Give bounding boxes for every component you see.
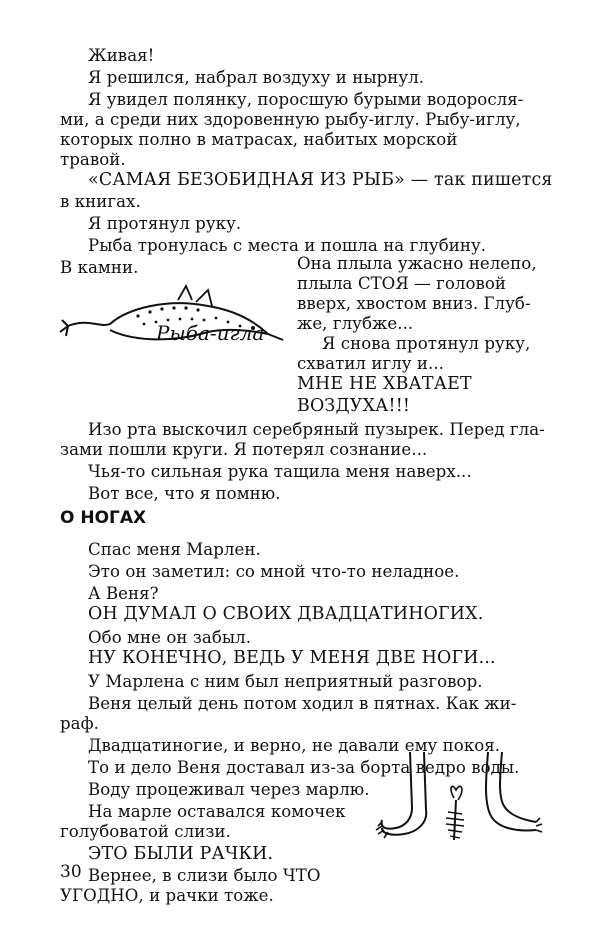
text-line: голубоватой слизи. xyxy=(60,822,231,841)
text-line: «САМАЯ БЕЗОБИДНАЯ ИЗ РЫБ» — так пишется xyxy=(88,170,553,190)
text-line: же, глубже... xyxy=(297,314,414,333)
text-line: Двадцатиногие, и верно, не давали ему покоя. xyxy=(88,736,501,755)
text-line: в книгах. xyxy=(60,192,141,211)
text-line: Обо мне он забыл. xyxy=(88,628,252,647)
text-line: Рыба тронулась с места и пошла на глубину. xyxy=(88,236,487,255)
text-line: схватил иглу и... xyxy=(297,354,445,373)
text-line: травой. xyxy=(60,150,126,169)
text-line: которых полно в матрасах, набитых морской xyxy=(60,130,458,149)
text-line: Вот все, что я помню. xyxy=(88,484,281,503)
text-line: Я увидел полянку, поросшую бурыми водоросля- xyxy=(88,90,524,109)
text-line: Изо рта выскочил серебряный пузырек. Перед гла- xyxy=(88,420,545,439)
feet-illustration xyxy=(368,748,548,858)
text-line: вверх, хвостом вниз. Глуб- xyxy=(297,294,531,313)
text-line: ЭТО БЫЛИ РАЧКИ. xyxy=(88,844,274,864)
text-line: зами пошли круги. Я потерял сознание... xyxy=(60,440,428,459)
text-line: плыла СТОЯ — головой xyxy=(297,274,507,293)
text-line: Чья-то сильная рука тащила меня наверх... xyxy=(88,462,472,481)
text-line: Это он заметил: со мной что-то неладное. xyxy=(88,562,460,581)
text-line: На марле оставался комочек xyxy=(88,802,346,821)
fish-caption: Рыба-игла xyxy=(156,321,265,345)
text-line: Воду процеживал через марлю. xyxy=(88,780,370,799)
text-line: ОН ДУМАЛ О СВОИХ ДВАДЦАТИНОГИХ. xyxy=(88,604,484,624)
text-line: раф. xyxy=(60,714,99,733)
fish-illustration xyxy=(58,278,288,378)
text-line: ВОЗДУХА!!! xyxy=(297,396,411,416)
text-line: ми, а среди них здоровенную рыбу-иглу. Рыбу-иглу, xyxy=(60,110,521,129)
text-line: Я снова протянул руку, xyxy=(322,334,531,353)
text-line: У Марлена с ним был неприятный разговор. xyxy=(88,672,483,691)
text-line: Я протянул руку. xyxy=(88,214,242,233)
text-line: Вернее, в слизи было ЧТО xyxy=(88,866,321,885)
text-line: А Веня? xyxy=(88,584,159,603)
text-line: Она плыла ужасно нелепо, xyxy=(297,254,537,273)
text-line: МНЕ НЕ ХВАТАЕТ xyxy=(297,374,472,394)
text-line: НУ КОНЕЧНО, ВЕДЬ У МЕНЯ ДВЕ НОГИ... xyxy=(88,648,496,668)
section-title: О НОГАХ xyxy=(60,508,147,528)
text-line: УГОДНО, и рачки тоже. xyxy=(60,886,274,905)
text-line: В камни. xyxy=(60,258,139,277)
text-line: Я решился, набрал воздуху и нырнул. xyxy=(88,68,425,87)
text-line: Живая! xyxy=(88,46,155,65)
text-line: Веня целый день потом ходил в пятнах. Как жи- xyxy=(88,694,517,713)
text-line: Спас меня Марлен. xyxy=(88,540,261,559)
page-number: 30 xyxy=(60,862,82,882)
text-line: То и дело Веня доставал из-за борта ведро воды. xyxy=(88,758,520,777)
